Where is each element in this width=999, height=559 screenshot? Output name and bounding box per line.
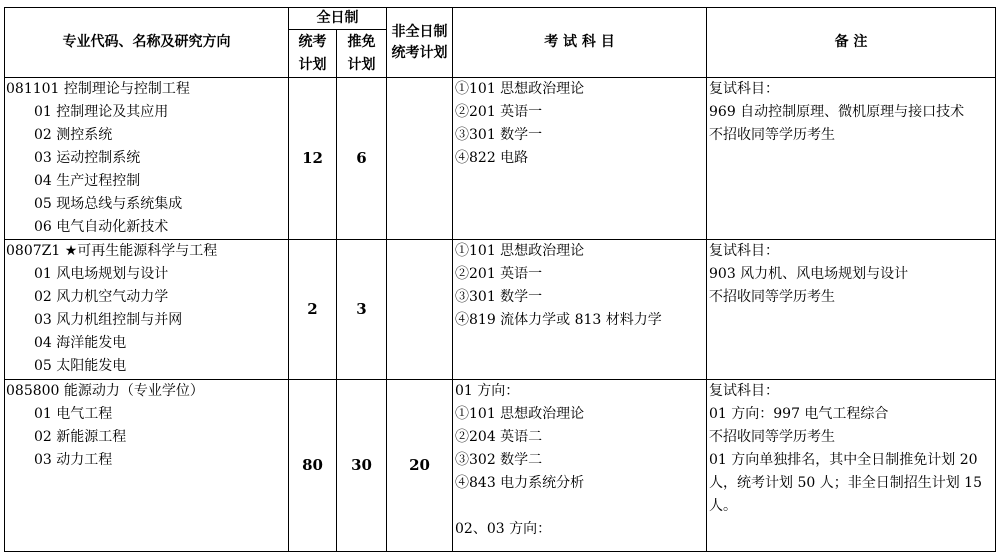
note-item: 01 方向：997 电气工程综合 (709, 406, 889, 422)
exam-item: ②204 英语二 (455, 429, 543, 445)
major-cell (5, 78, 289, 240)
direction-item: 04 生产过程控制 (34, 173, 141, 189)
direction-item: 03 动力工程 (34, 452, 113, 468)
note-item: 01 方向单独排名，其中全日制推免计划 20 人，统考计划 50 人；非全日制招生计划 15 人。 (709, 452, 982, 514)
exam-item: ③302 数学二 (455, 452, 543, 468)
direction-item: 06 电气自动化新技术 (34, 219, 169, 235)
exam-subjects-cell (453, 380, 707, 552)
major-cell (5, 380, 289, 552)
header-notes: 备 注 (707, 8, 996, 78)
note-item: 969 自动控制原理、微机原理与接口技术 (709, 104, 965, 120)
note-item: 不招收同等学历考生 (709, 127, 835, 143)
header-parttime-line1: 非全日制 (391, 23, 448, 40)
major-cell (5, 240, 289, 380)
header-fulltime: 全日制 (289, 8, 387, 30)
direction-item: 05 现场总线与系统集成 (34, 196, 183, 212)
direction-item: 04 海洋能发电 (34, 335, 127, 351)
exempt-plan-value: 6 (337, 78, 387, 240)
header-major: 专业代码、名称及研究方向 (5, 8, 289, 78)
direction-item: 01 控制理论及其应用 (34, 104, 169, 120)
direction-item: 02 风力机空气动力学 (34, 289, 169, 305)
direction-item: 03 运动控制系统 (34, 150, 141, 166)
direction-item: 01 电气工程 (34, 406, 113, 422)
header-row-1 (5, 8, 996, 30)
table-row (5, 78, 996, 240)
exam-item: ③301 数学一 (455, 127, 543, 143)
notes-cell (707, 78, 996, 240)
header-exam-subjects: 考 试 科 目 (453, 8, 707, 78)
note-item: 不招收同等学历考生 (709, 289, 835, 305)
note-item: 复试科目： (709, 383, 779, 399)
unified-plan-value: 2 (289, 240, 337, 380)
direction-item: 05 太阳能发电 (34, 358, 127, 374)
unified-plan-value: 80 (289, 380, 337, 552)
exam-item: ①101 思想政治理论 (455, 81, 585, 97)
exempt-plan-value: 3 (337, 240, 387, 380)
unified-plan-value: 12 (289, 78, 337, 240)
major-code-name: 0807Z1 ★可再生能源科学与工程 (6, 243, 218, 259)
parttime-plan-value: 20 (387, 380, 453, 552)
direction-item: 02 新能源工程 (34, 429, 127, 445)
exam-item: 01 方向： (455, 383, 520, 399)
exam-item: ④843 电力系统分析 (455, 475, 585, 491)
direction-item: 02 测控系统 (34, 127, 113, 143)
exam-subjects-cell (453, 78, 707, 240)
note-item: 复试科目： (709, 81, 779, 97)
note-item: 不招收同等学历考生 (709, 429, 835, 445)
table-row (5, 240, 996, 380)
note-item: 903 风力机、风电场规划与设计 (709, 266, 909, 282)
header-exempt-line1: 推免 (347, 33, 376, 50)
exam-item: ④819 流体力学或 813 材料力学 (455, 312, 662, 328)
header-unified-line1: 统考 (298, 33, 327, 50)
exam-item: 02、03 方向： (455, 521, 552, 537)
notes-cell (707, 240, 996, 380)
exam-item: ②201 英语一 (455, 104, 543, 120)
enrollment-table (4, 7, 996, 552)
direction-item: 03 风力机组控制与并网 (34, 312, 183, 328)
exam-item: ②201 英语一 (455, 266, 543, 282)
parttime-plan-value (387, 240, 453, 380)
header-exempt-plan (337, 30, 387, 78)
exempt-plan-value: 30 (337, 380, 387, 552)
header-unified-line2: 计划 (298, 56, 327, 73)
table-row (5, 380, 996, 552)
notes-cell (707, 380, 996, 552)
major-code-name: 085800 能源动力（专业学位） (6, 383, 204, 399)
header-parttime (387, 8, 453, 78)
parttime-plan-value (387, 78, 453, 240)
header-unified-plan (289, 30, 337, 78)
exam-subjects-cell (453, 240, 707, 380)
exam-item: ③301 数学一 (455, 289, 543, 305)
header-exempt-line2: 计划 (347, 56, 376, 73)
exam-item: ①101 思想政治理论 (455, 406, 585, 422)
exam-item: ①101 思想政治理论 (455, 243, 585, 259)
note-item: 复试科目： (709, 243, 779, 259)
header-parttime-line2: 统考计划 (391, 44, 448, 61)
exam-spacer (455, 495, 706, 518)
direction-item: 01 风电场规划与设计 (34, 266, 169, 282)
major-code-name: 081101 控制理论与控制工程 (6, 81, 190, 97)
exam-item: ④822 电路 (455, 150, 529, 166)
